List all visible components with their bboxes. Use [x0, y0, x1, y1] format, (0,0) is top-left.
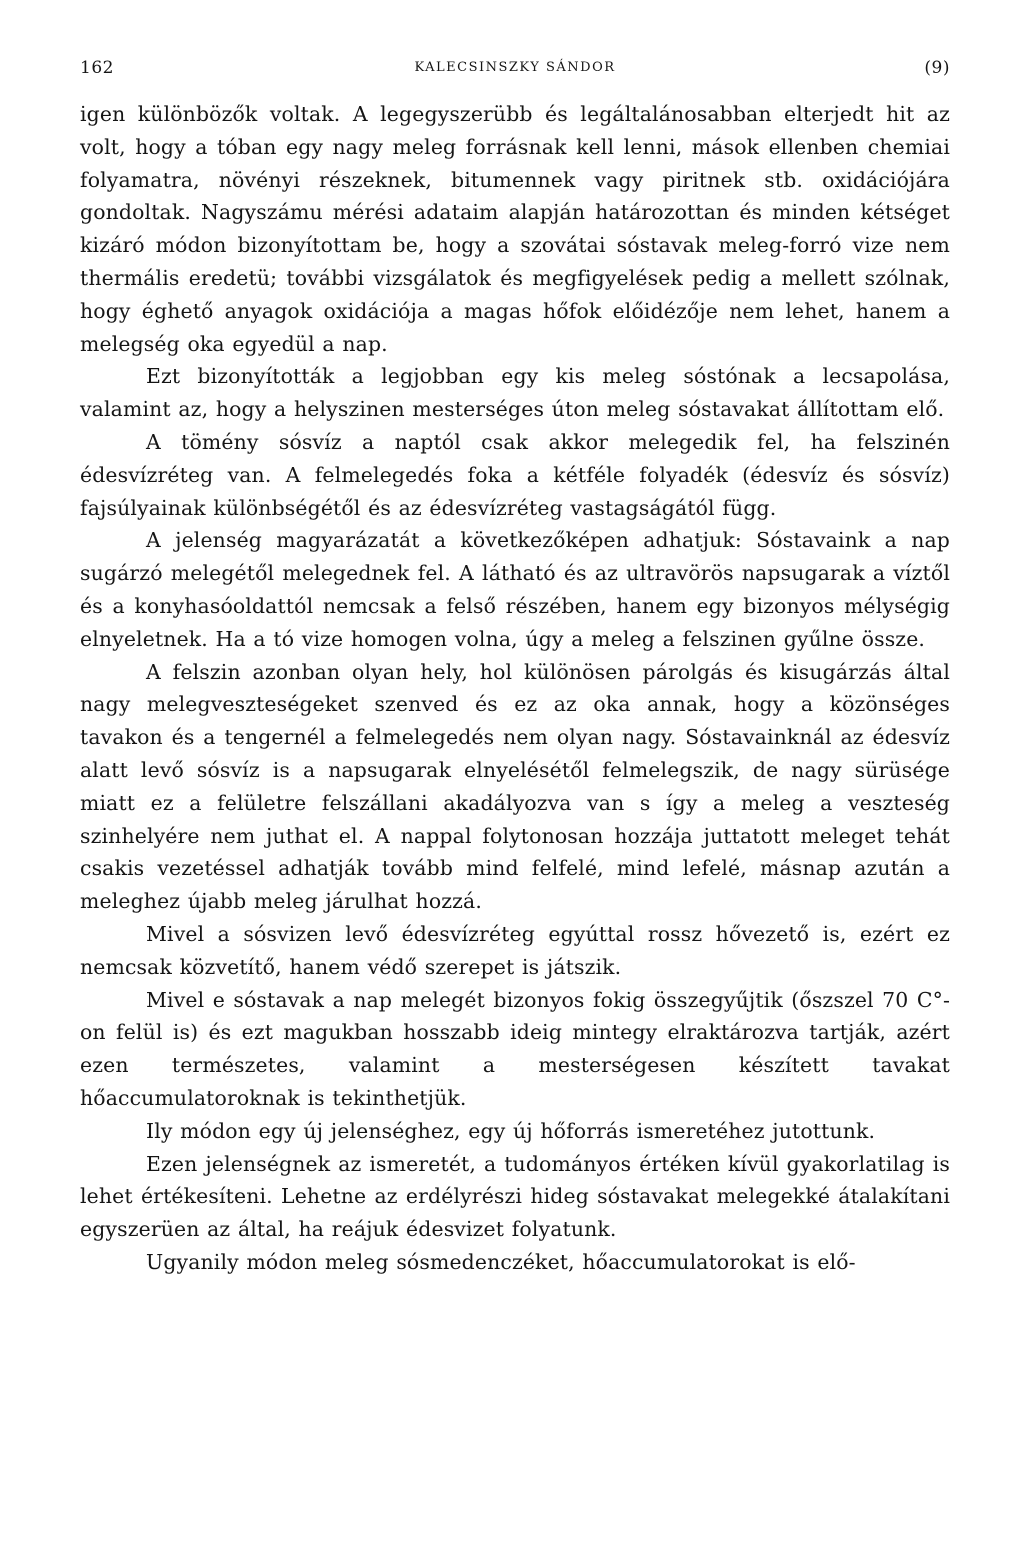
paragraph: igen különbözők voltak. A legegyszerübb és legáltalánosabban elterjedt hit az volt, hogy a tóban egy nagy meleg forrásnak kell lenni, mások ellenben chemiai folyamatra, növényi részeknek, bitumennek vagy piritnek stb. oxidációjára gondoltak. Nagyszámu mérési adataim alapján határozottan és minden kétséget kizáró módon bizonyítottam be, hogy a szovátai sóstavak meleg-forró vize nem thermális eredetü; további vizsgálatok és megfigyelések pedig a mellett szólnak, hogy éghető anyagok oxidációja a magas hőfok előidézője nem lehet, hanem a melegség oka egyedül a nap. — [80, 102, 950, 356]
running-header — [80, 58, 950, 98]
running-title: KALECSINSZKY SÁNDOR — [414, 60, 616, 75]
paragraph: A jelenség magyarázatát a következőképen adhatjuk: Sóstavaink a nap sugárzó melegétől melegednek fel. A látható és az ultravörös napsugarak a víztől és a konyhasóoldattól nemcsak a felső részében, hanem egy bizonyos mélységig elnyeletnek. Ha a tó vize homogen volna, úgy a meleg a felszinen gyűlne össze. — [80, 528, 950, 651]
paragraph: Ugyanily módon meleg sósmedenczéket, hőaccumulatorokat is elő- — [146, 1249, 856, 1274]
paragraph: A tömény sósvíz a naptól csak akkor melegedik fel, ha felszinén édesvízréteg van. A felmelegedés foka a kétféle folyadék (édesvíz és sósvíz) fajsúlyainak különbségétől és az édesvízréteg vastagságától függ. — [80, 429, 950, 520]
paragraph: Ily módon egy új jelenséghez, egy új hőforrás ismeretéhez jutottunk. — [146, 1118, 876, 1143]
paragraph: Mivel e sóstavak a nap melegét bizonyos fokig összegyűjtik (őszszel 70 C°-on felül is) és ezt magukban hosszabb ideig mintegy elraktározva tartják, azért ezen természetes, valamint a mesterségesen készített tavakat hőaccumulatoroknak is tekinthetjük. — [80, 987, 950, 1110]
paragraph: A felszin azonban olyan hely, hol különösen párolgás és kisugárzás által nagy melegveszteségeket szenved és ez az oka annak, hogy a közönséges tavakon és a tengernél a felmelegedés nem olyan nagy. Sóstavainknál az édesvíz alatt levő sósvíz is a napsugarak elnyelésétől felmelegszik, de nagy sürüsége miatt ez a felületre felszállani akadályozva van s így a meleg a veszteség szinhelyére nem juthat el. A nappal folytonosan hozzája juttatott meleget tehát csakis vezetéssel adhatják tovább mind felfelé, mind lefelé, másnap azután a meleghez újabb meleg járulhat hozzá. — [80, 659, 950, 914]
paragraph: Ezt bizonyították a legjobban egy kis meleg sóstónak a lecsapolása, valamint az, hogy a helyszinen mesterséges úton meleg sóstavakat állítottam elő. — [80, 364, 950, 422]
body-text — [80, 98, 950, 1279]
section-number: (9) — [924, 58, 950, 78]
paragraph: Mivel a sósvizen levő édesvízréteg egyúttal rossz hővezető is, ezért ez nemcsak közvetítő, hanem védő szerepet is játszik. — [80, 921, 950, 979]
document-page — [80, 58, 950, 1279]
page-number: 162 — [80, 58, 114, 78]
paragraph: Ezen jelenségnek az ismeretét, a tudományos értéken kívül gyakorlatilag is lehet értékesíteni. Lehetne az erdélyrészi hideg sóstavakat melegekké átalakítani egyszerüen az által, ha reájuk édesvizet folyatunk. — [80, 1151, 950, 1242]
